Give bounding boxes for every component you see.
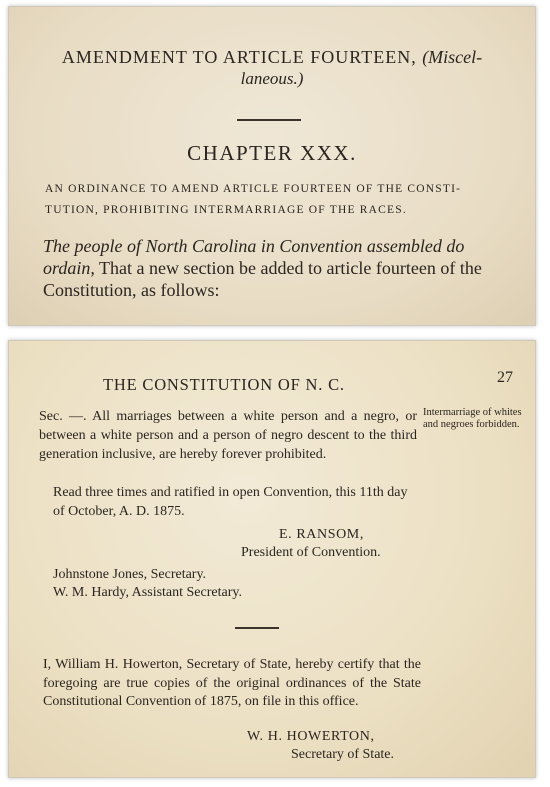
ratification-text: Read three times and ratified in open Convention, this 11th day of October, A. D. 1875. [53, 485, 408, 519]
section-text: Sec. —. All marriages between a white person and a negro, or between a white person and a person of negro descent to the third generation inclusive, are hereby forever prohibited. [39, 409, 417, 462]
secretary-line: Johnstone Jones, Secretary. [53, 567, 207, 582]
assistant-secretary-line: W. M. Hardy, Assistant Secretary. [53, 585, 242, 600]
running-header: THE CONSTITUTION OF N. C. [103, 375, 345, 394]
certifier-name: W. H. HOWERTON, [247, 729, 375, 744]
bottom-page-scan [8, 340, 536, 778]
divider-rule-bottom [235, 627, 279, 629]
top-page-scan [8, 6, 536, 326]
amendment-heading-continued: laneous.) [240, 69, 304, 88]
chapter-title: CHAPTER XXX. [187, 141, 357, 165]
divider-rule [237, 119, 301, 121]
signer-name: E. RANSOM, [279, 527, 364, 542]
certification-text: I, William H. Howerton, Secretary of State, hereby certify that the foregoing are true copies of the original ordinances of the State Constitutional Convention of 1875, on file in this office. [43, 657, 421, 709]
page-number: 27 [497, 369, 513, 386]
amendment-heading [9, 47, 535, 68]
margin-note: Intermarriage of whites and negroes forbidden. [423, 407, 522, 430]
ordinance-title-line1: AN ORDINANCE TO AMEND ARTICLE FOURTEEN OF THE CONSTI- [45, 183, 462, 195]
amendment-heading-italic: (Miscel- [422, 47, 483, 67]
amendment-heading-text: AMENDMENT TO ARTICLE FOURTEEN, [61, 47, 417, 67]
signer-title: President of Convention. [241, 545, 381, 560]
enacting-clause-text: That a new section be added to article fourteen of the Constitution, as follows: [43, 258, 482, 300]
certifier-title: Secretary of State. [291, 747, 395, 762]
ordinance-title-line2: TUTION, PROHIBITING INTERMARRIAGE OF THE RACES. [45, 204, 407, 216]
ordinance-title [45, 179, 511, 221]
enacting-clause [43, 235, 513, 301]
enacting-clause-italic: The people of North Carolina in Convention assembled do ordain, [43, 236, 465, 278]
